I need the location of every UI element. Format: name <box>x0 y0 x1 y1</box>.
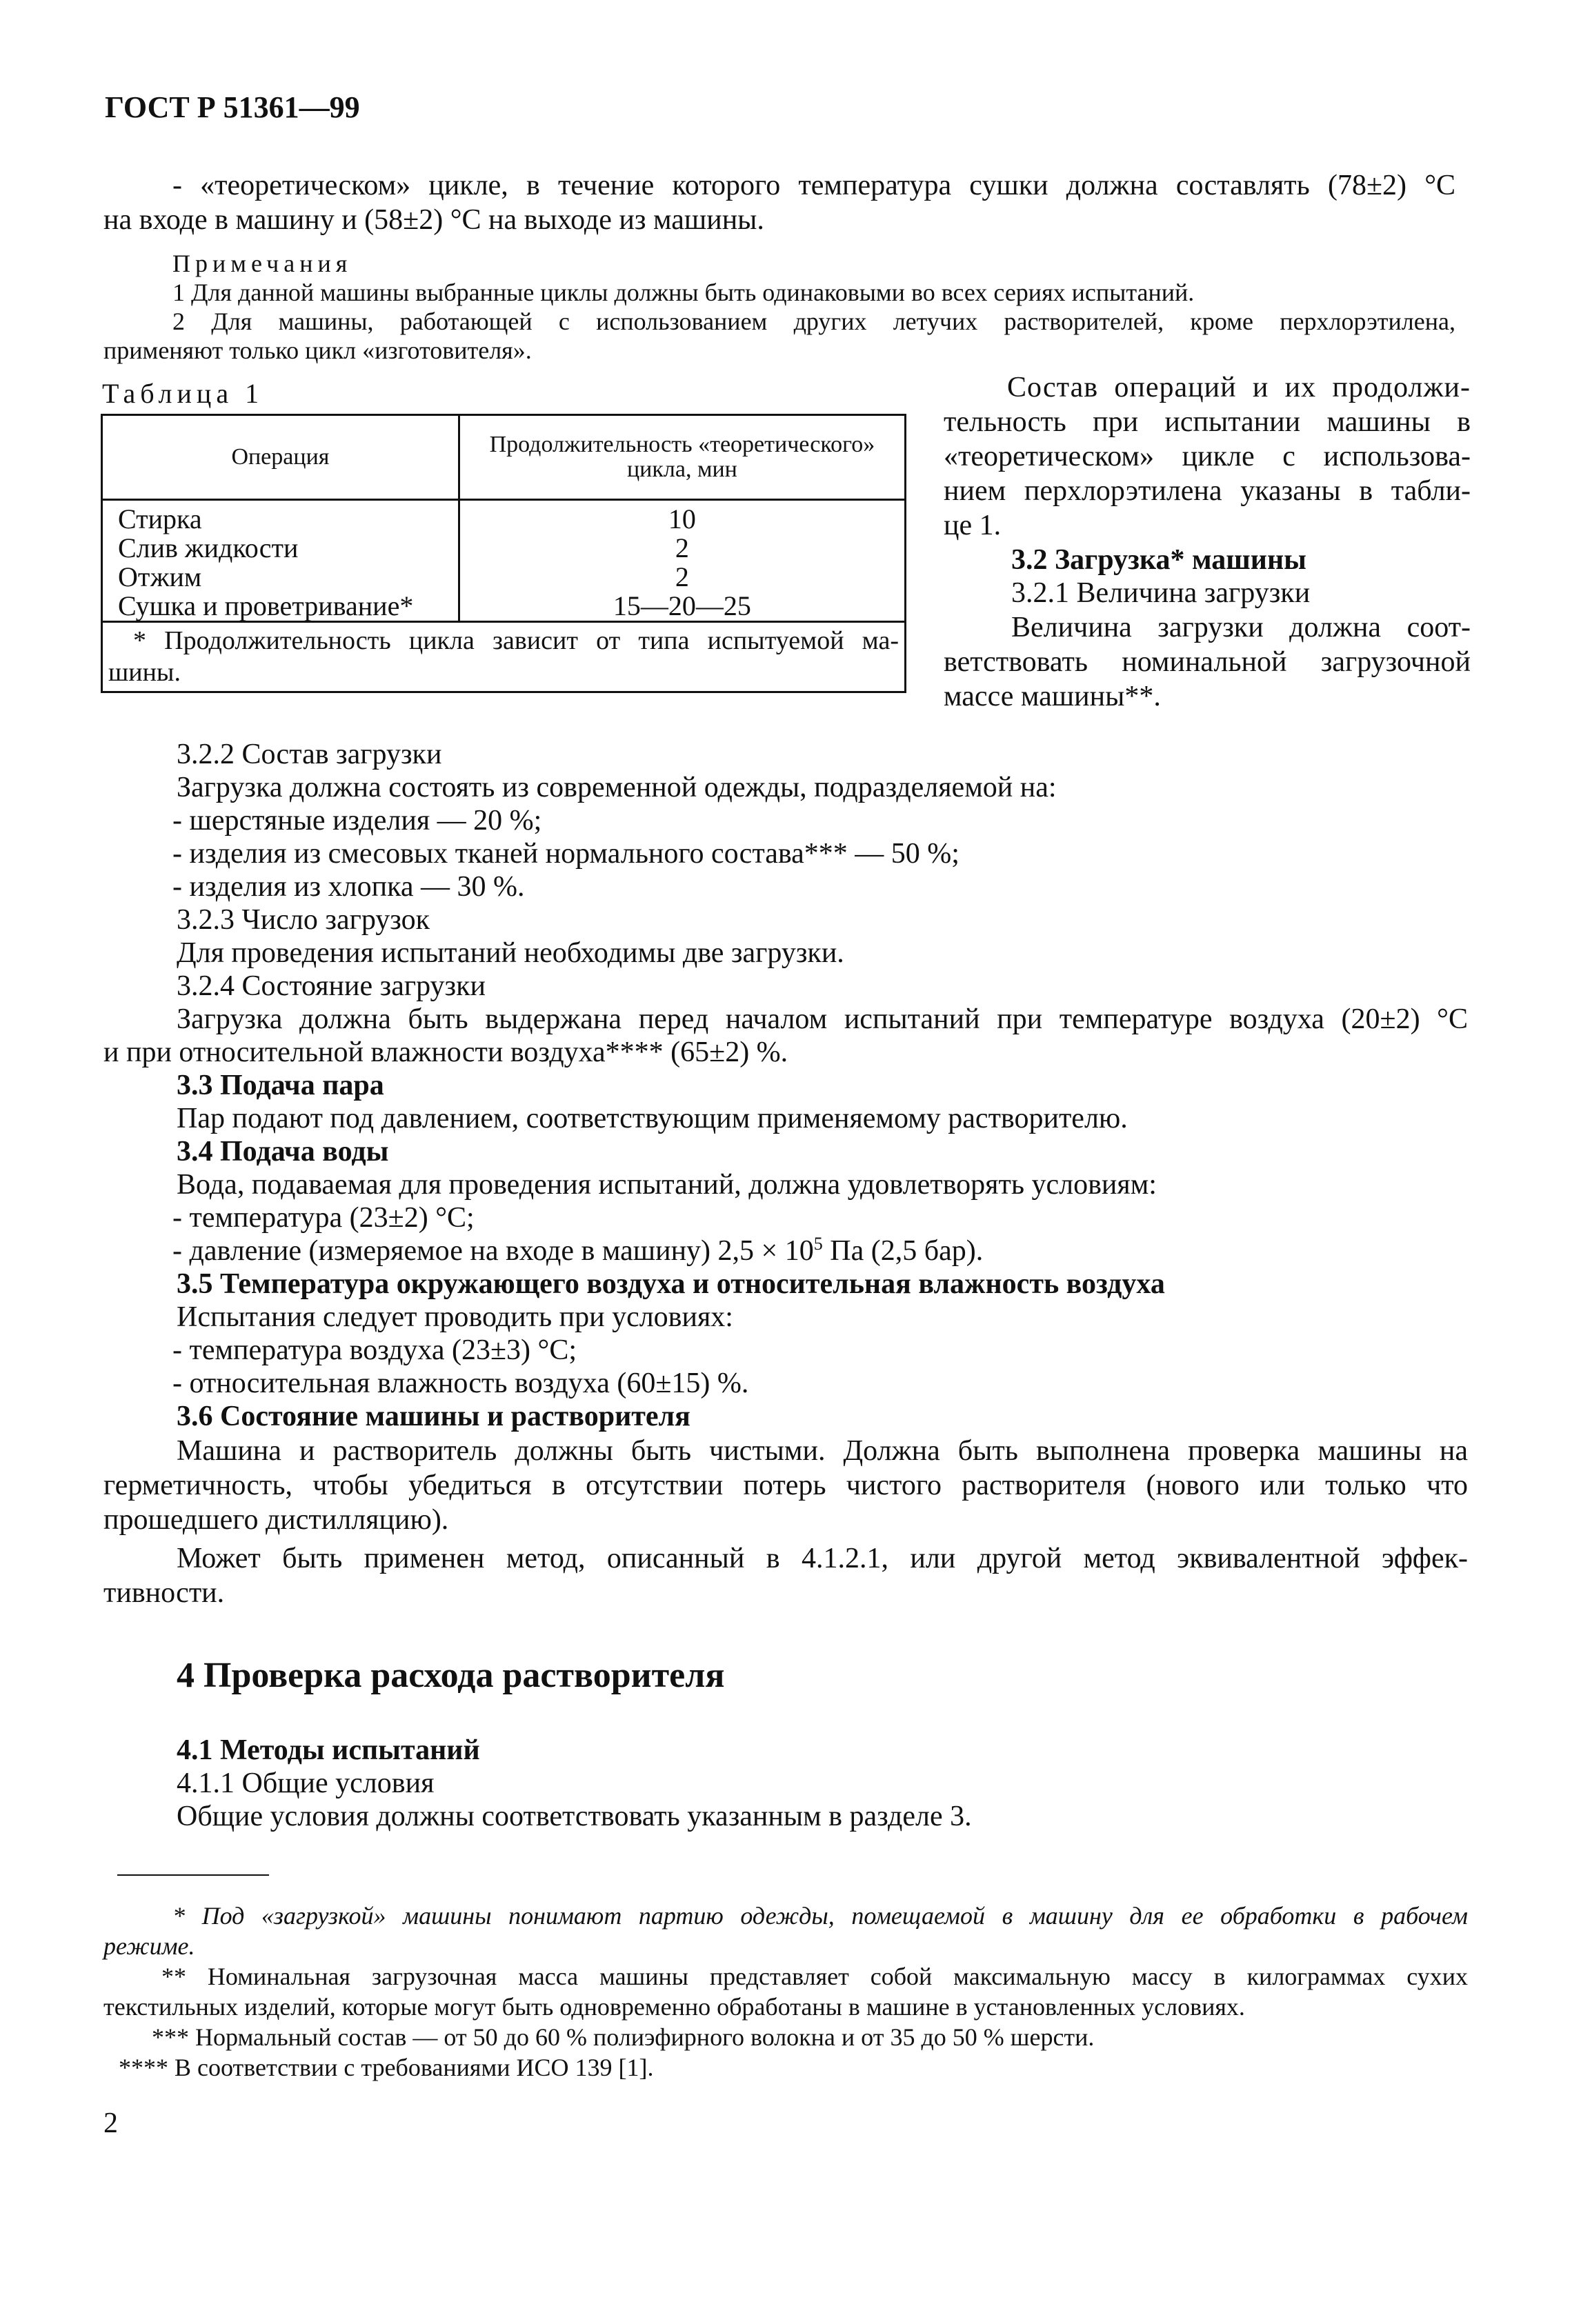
footnote-4: **** В соответствии с требованиями ИСО 139 [1]. <box>119 2054 654 2081</box>
s33-text: Пар подают под давлением, соответствующим применяемому растворителю. <box>177 1103 1128 1134</box>
note-2-line-2: применяют только цикл «изготовителя». <box>103 337 532 364</box>
table-row-duration: 2 <box>675 532 689 563</box>
footnote-2-line-1: ** Номинальная загрузочная масса машины представляет собой максимальную массу в килограммах сухих <box>161 1963 1468 1990</box>
s4-text: Общие условия должны соответствовать указанным в разделе 3. <box>177 1801 972 1832</box>
table-row-duration: 15—20—25 <box>613 590 751 621</box>
intro-line-1: - «теоретическом» цикле, в течение которого температура сушки должна составлять (78±2) °С <box>172 170 1455 201</box>
table-row-duration: 10 <box>668 503 696 534</box>
heading-3-2-1: 3.2.1 Величина загрузки <box>1011 577 1311 609</box>
s36-line-3: прошедшего дистилляцию). <box>103 1504 449 1536</box>
side-line-2: тельность при испытании машины в <box>944 406 1471 438</box>
pressure-exponent: 5 <box>813 1234 823 1254</box>
s36-line-2: герметичность, чтобы убедиться в отсутствии потерь чистого растворителя (нового или только что <box>103 1470 1468 1501</box>
s324-line-1: Загрузка должна быть выдержана перед началом испытаний при температуре воздуха (20±2) °С <box>177 1003 1468 1035</box>
heading-3-4: 3.4 Подача воды <box>177 1136 389 1168</box>
s36-line-5: тивности. <box>103 1577 225 1609</box>
side-line-1: Состав операций и их продолжи- <box>1007 372 1471 403</box>
heading-3-2-3: 3.2.3 Число загрузок <box>177 904 430 936</box>
heading-3-5: 3.5 Температура окружающего воздуха и относительная влажность воздуха <box>177 1268 1165 1300</box>
table-caption: Таблица 1 <box>102 378 264 409</box>
s35-text: Испытания следует проводить при условиях: <box>177 1301 733 1333</box>
table-row-operation: Сушка и проветривание* <box>118 590 414 621</box>
table-footnote <box>102 622 906 692</box>
s324-line-2: и при относительной влажности воздуха**** (65±2) %. <box>103 1036 788 1068</box>
heading-4-1-1: 4.1.1 Общие условия <box>177 1767 435 1799</box>
list-item: - относительная влажность воздуха (60±15) %. <box>172 1368 749 1399</box>
table-row-operation: Стирка <box>118 503 202 534</box>
heading-3-2-2: 3.2.2 Состав загрузки <box>177 739 442 770</box>
s323-text: Для проведения испытаний необходимы две загрузки. <box>177 937 844 969</box>
table-header-duration-line-2: цикла, мин <box>626 457 737 482</box>
side-line-4: нием перхлорэтилена указаны в табли- <box>944 475 1471 507</box>
page-number: 2 <box>103 2107 118 2139</box>
side-para-line-1: Величина загрузки должна соот- <box>1011 612 1471 643</box>
list-item: - шерстяные изделия — 20 %; <box>172 805 542 837</box>
heading-3-2-4: 3.2.4 Состояние загрузки <box>177 970 486 1002</box>
table-header-duration <box>459 415 905 500</box>
list-item: - изделия из хлопка — 30 %. <box>172 871 525 903</box>
table-durations-cell <box>459 500 905 622</box>
list-item <box>172 1234 983 1268</box>
heading-3-2: 3.2 Загрузка* машины <box>1011 544 1306 576</box>
table-row-operation: Слив жидкости <box>118 532 299 563</box>
section-4-title: 4 Проверка расхода растворителя <box>177 1656 725 1695</box>
list-item: - изделия из смесовых тканей нормального состава*** — 50 %; <box>172 838 959 870</box>
pressure-text: - давление (измеряемое на входе в машину) 2,5 × 10 <box>172 1235 814 1267</box>
side-line-5: це 1. <box>944 510 1002 541</box>
side-line-3: «теоретическом» цикле с использова- <box>944 441 1471 472</box>
list-item: - температура воздуха (23±3) °С; <box>172 1334 577 1366</box>
table-operations-cell <box>102 500 459 622</box>
table-header-operation: Операция <box>102 415 459 500</box>
side-para-line-2: ветствовать номинальной загрузочной <box>944 646 1471 678</box>
table-row-duration: 2 <box>675 561 689 592</box>
s322-intro: Загрузка должна состоять из современной одежды, подразделяемой на: <box>177 772 1057 803</box>
heading-3-3: 3.3 Подача пара <box>177 1070 384 1101</box>
pressure-unit: Па (2,5 бар). <box>822 1235 984 1267</box>
operations-table <box>101 414 906 693</box>
footnote-divider <box>117 1874 269 1876</box>
notes-title: Примечания <box>172 250 352 277</box>
table-header-duration-line-1: Продолжительность «теоретического» <box>489 432 875 458</box>
table-row-operation: Отжим <box>118 561 202 592</box>
footnote-2-line-2: текстильных изделий, которые могут быть одновременно обработаны в машине в установленных условиях. <box>103 1993 1245 2021</box>
heading-4-1: 4.1 Методы испытаний <box>177 1734 480 1766</box>
table-footnote-line-2: шины. <box>108 657 181 687</box>
footnote-1-line-1: * Под «загрузкой» машины понимают партию одежды, помещаемой в машину для ее обработки в рабочем <box>172 1902 1468 1930</box>
standard-header: ГОСТ Р 51361—99 <box>105 90 360 124</box>
heading-3-6: 3.6 Состояние машины и растворителя <box>177 1401 690 1432</box>
s36-line-4: Может быть применен метод, описанный в 4.1.2.1, или другой метод эквивалентной эффек- <box>177 1543 1468 1574</box>
footnote-3: *** Нормальный состав — от 50 до 60 % полиэфирного волокна и от 35 до 50 % шерсти. <box>152 2023 1095 2051</box>
side-para-line-3: массе машины**. <box>944 681 1161 712</box>
note-1: 1 Для данной машины выбранные циклы должны быть одинаковыми во всех сериях испытаний. <box>172 279 1195 306</box>
note-2-line-1: 2 Для машины, работающей с использованием других летучих растворителей, кроме перхлорэтилена, <box>172 308 1455 335</box>
s34-text: Вода, подаваемая для проведения испытаний, должна удовлетворять условиям: <box>177 1169 1157 1201</box>
intro-line-2: на входе в машину и (58±2) °С на выходе из машины. <box>103 204 764 236</box>
list-item: - температура (23±2) °С; <box>172 1202 475 1234</box>
s36-line-1: Машина и растворитель должны быть чистыми. Должна быть выполнена проверка машины на <box>177 1435 1468 1467</box>
footnote-1-line-2: режиме. <box>103 1932 195 1960</box>
table-footnote-line-1: * Продолжительность цикла зависит от типа испытуемой ма- <box>133 626 899 655</box>
